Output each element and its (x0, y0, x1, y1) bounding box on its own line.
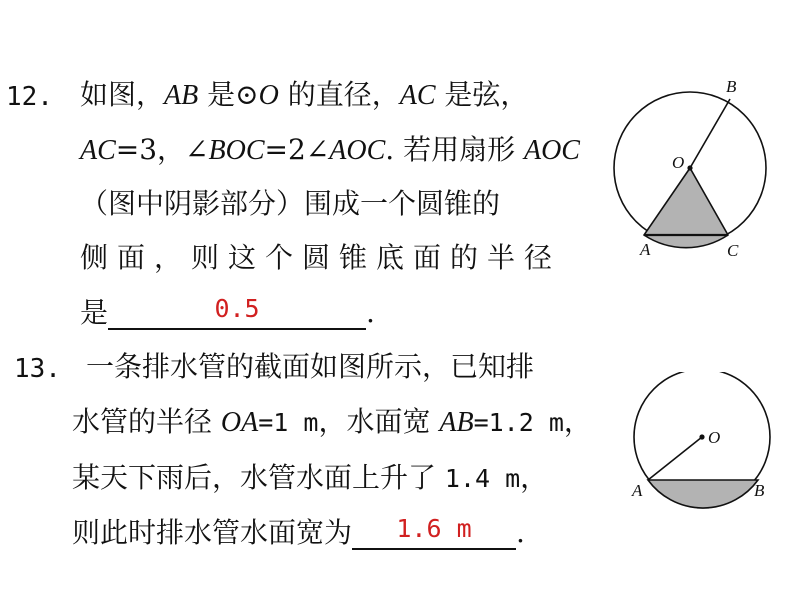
q12-l5-prefix: 是 (80, 296, 109, 329)
q12-answer: 0.5 (214, 294, 260, 323)
q12-line-1 (80, 78, 528, 113)
q13-radius-oa (648, 437, 702, 480)
question-12-number: 12. (6, 82, 53, 112)
q12-l1-b: AB (164, 80, 199, 111)
q12-l1-a: 如图， (80, 78, 165, 111)
question-13-number: 13. (14, 354, 61, 384)
q13-label-o: O (708, 428, 721, 447)
q13-center-point (699, 434, 704, 439)
q12-l2-g: AOC (523, 135, 580, 166)
q12-l2-d: =2∠ (264, 133, 330, 166)
q13-line-2 (72, 405, 592, 440)
q13-line-3 (72, 461, 548, 496)
q13-water-segment (648, 480, 758, 508)
q12-label-b: B (726, 77, 737, 96)
q12-label-a: A (640, 240, 651, 259)
q13-l2-g: ， (563, 405, 592, 438)
q13-l2-b: OA (220, 407, 259, 438)
q13-figure (620, 372, 790, 522)
q12-label-o: O (672, 153, 685, 172)
q13-l4-prefix: 则此时排水管水面宽为 (72, 516, 353, 549)
q12-line-3: （图中阴影部分）围成一个圆锥的 (80, 187, 501, 220)
q12-figure (604, 72, 794, 272)
q13-l3-a: 某天下雨后，水管水面上升了 (72, 461, 445, 494)
q12-l1-c: 是⊙ (198, 78, 259, 111)
q13-l3-b: 1.4 m (444, 464, 521, 493)
q13-l2-a: 水管的半径 (72, 405, 221, 438)
q12-l1-g: 是弦， (435, 78, 529, 111)
q12-l2-e: AOC (329, 135, 386, 166)
q12-l1-d: O (258, 80, 279, 111)
q13-answer-blank[interactable] (352, 514, 516, 550)
q12-l2-a: AC (80, 135, 116, 166)
q12-line-5 (80, 296, 375, 330)
q12-l2-b: =3，∠ (115, 133, 209, 166)
q13-answer: 1.6 m (396, 514, 472, 543)
q12-label-c: C (727, 241, 739, 260)
q13-l2-d: ，水面宽 (318, 405, 440, 438)
q12-l1-f: AC (399, 80, 436, 111)
q13-label-a: A (632, 481, 643, 500)
q13-l2-c: =1 m (258, 408, 319, 437)
q12-answer-blank[interactable] (108, 294, 366, 330)
q13-line-1: 一条排水管的截面如图所示，已知排 (86, 350, 535, 383)
q12-line-4: 侧面，则这个圆锥底面的半径 (80, 241, 562, 274)
q12-center-point (687, 165, 692, 170)
q13-l4-suffix: . (516, 516, 525, 549)
q12-l5-suffix: . (366, 296, 375, 329)
q12-line-2 (80, 133, 580, 168)
q13-l3-c: ， (520, 461, 549, 494)
q12-l1-e: 的直径， (278, 78, 400, 111)
q12-l2-f: . 若用扇形 (385, 133, 524, 166)
q13-l2-e: AB (439, 407, 474, 438)
q13-l2-f: =1.2 m (473, 408, 564, 437)
q13-line-4 (72, 516, 525, 550)
q12-diameter-ab (690, 99, 730, 168)
q12-l2-c: BOC (208, 135, 265, 166)
q13-label-b: B (754, 481, 765, 500)
